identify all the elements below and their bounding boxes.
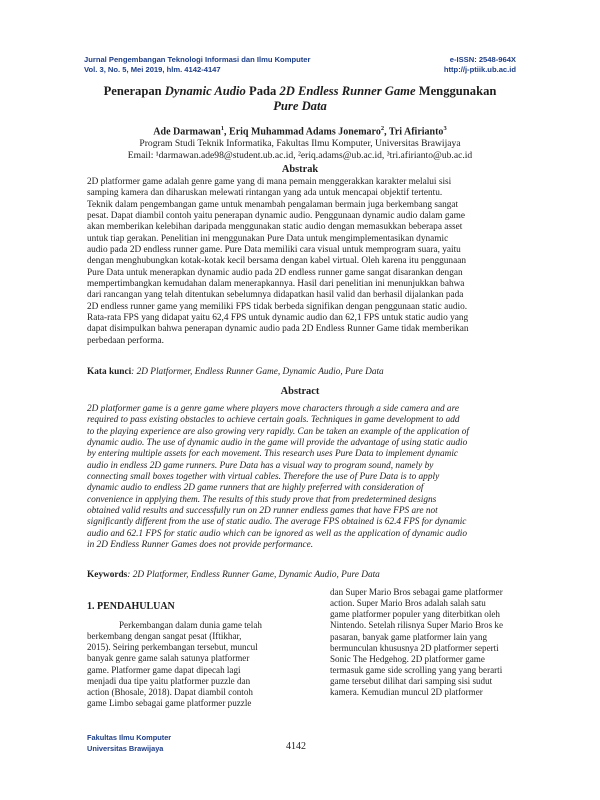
text-line: dan Super Mario Bros sebagai game platformer xyxy=(330,587,503,597)
abstrak-body xyxy=(87,177,524,347)
text-line: dengan menghubungkan kotak-kotak kecil bersama dengan kabel virtual. Oleh karena itu penggunaan xyxy=(87,256,466,267)
journal-volume: Vol. 3, No. 5, Mei 2019, hlm. 4142-4147 xyxy=(84,65,221,74)
journal-url[interactable]: http://j-ptiik.ub.ac.id xyxy=(443,65,516,74)
text-line: untuk tiap gerakan. Penelitian ini menggunakan Pure Data untuk mengimplementasikan dynamic xyxy=(87,233,449,244)
text-line: connecting small boxes together with virtual cables. Therefore the use of Pure Data is to apply xyxy=(87,472,440,483)
text-line: dynamic audio. The use of dynamic audio in the game will provide the advantage of using static audio xyxy=(87,438,468,449)
text-line: banyak genre game salah satunya platformer xyxy=(87,653,250,664)
text-line: 2D endless runner game yang memiliki FPS tidak berbeda signifikan dengan penggunaan static audio. xyxy=(87,301,468,312)
text-line: Perkembangan dalam dunia game telah xyxy=(119,620,262,630)
text-line: by entering multiple assets for each movement. This research uses Pure Data to implement dynamic xyxy=(87,449,459,460)
footer-faculty: Fakultas Ilmu Komputer xyxy=(87,733,172,742)
text-line: berkembang dengan sangat pesat (Iftikhar, xyxy=(87,631,242,642)
text-line: termasuk game side scrolling yang yang berarti xyxy=(330,665,503,676)
text-line: Nintendo. Setelah rilisnya Super Mario Bros ke xyxy=(330,620,504,631)
left-column xyxy=(87,620,302,709)
text-line: Rata-rata FPS yang didapat yaitu 62,4 FPS untuk dynamic audio dan 62,1 FPS untuk static audio yang xyxy=(87,313,469,324)
text-line: audio pada 2D endless runner game. Pure Data memiliki cara visual untuk memprogram suara, yaitu xyxy=(87,245,461,256)
text-line: pasaran, banyak game platformer lain yang xyxy=(330,631,488,642)
text-line: action (Bhosale, 2018). Dapat diambil contoh xyxy=(87,686,253,697)
text-line: 2D platformer game is a genre game where players move characters through a side camera and are xyxy=(87,404,459,414)
text-line: game tersebut dilihat dari samping sisi sudut xyxy=(330,676,493,687)
section-heading: 1. PENDAHULUAN xyxy=(87,601,175,612)
paper-title: Penerapan Dynamic Audio Pada 2D Endless Runner Game Menggunakan Pure Data xyxy=(103,84,497,113)
right-column xyxy=(330,587,545,699)
text-line: dari rancangan yang telah ditentukan sebelumnya didapatkan hasil valid dan berhasil dijalankan pada xyxy=(87,290,464,301)
text-line: obtained valid results and successfully run on 2D runner endless games that have FPS are not xyxy=(87,506,438,517)
text-line: bermunculan khususnya 2D platformer seperti xyxy=(330,642,499,653)
text-line: perbedaan performa. xyxy=(87,335,164,346)
abstrak-heading: Abstrak xyxy=(281,164,319,175)
text-line: action. Super Mario Bros adalah salah satu xyxy=(330,598,486,609)
text-line: audio and 62.1 FPS for static audio which can be ignored as well as the application of dynamic audio xyxy=(87,528,468,539)
text-line: Sonic The Hedgehog. 2D platformer game xyxy=(330,653,485,664)
journal-issn: e-ISSN: 2548-964X xyxy=(449,55,516,64)
text-line: game. Platformer game dapat dipecah lagi xyxy=(87,664,241,675)
kata-kunci: Kata kunci: 2D Platformer, Endless Runner Game, Dynamic Audio, Pure Data xyxy=(87,367,384,377)
page-number: 4142 xyxy=(286,741,306,752)
text-line: 2015). Seiring perkembangan tersebut, muncul xyxy=(87,642,258,653)
text-line: dynamic audio to endless 2D game runners that are highly preferred with consideration of xyxy=(87,483,424,494)
text-line: akan memberikan kelebihan daripada menggunakan static audio dengan memasukkan beberapa asset xyxy=(87,222,463,233)
text-line: Teknik dalam pengembangan game untuk menambah pengalaman bermain juga berkembang sangat xyxy=(87,199,459,210)
text-line: required to pass existing obstacles to achieve certain goals. Techniques in game development to add xyxy=(87,415,460,426)
text-line: Pure Data untuk menerapkan dynamic audio pada 2D endless runner game sangat disarankan dengan xyxy=(87,267,463,278)
abstract-heading: Abstract xyxy=(280,386,320,397)
journal-name: Jurnal Pengembangan Teknologi Informasi dan Ilmu Komputer xyxy=(84,55,311,64)
text-line: menjadi dua tipe yaitu platformer puzzle dan xyxy=(87,675,251,686)
footer-university: Universitas Brawijaya xyxy=(87,744,164,753)
text-line: dapat disimpulkan bahwa penerapan dynamic audio pada 2D Endless Runner Game tidak memberikan xyxy=(87,324,469,335)
text-line: in 2D Endless Runner Games does not provide performance. xyxy=(87,540,314,551)
text-line: 2D platformer game adalah genre game yang di mana pemain menggerakkan karakter melalui sisi xyxy=(87,177,452,187)
text-line: game platformer populer yang diterbitkan oleh xyxy=(330,609,500,620)
text-line: pesat. Dapat diambil contoh yaitu penerapan dynamic audio. Penggunaan dynamic audio dalam game xyxy=(87,211,465,222)
text-line: significantly different from the use of static audio. The average FPS obtained is 62.4 FPS for dynamic xyxy=(87,517,467,528)
text-line: mempertimbangkan kemudahan dalam menerapkannya. Hasil dari penelitian ini menunjukkan bahwa xyxy=(87,279,465,290)
author-emails: Email: ¹darmawan.ade98@student.ub.ac.id, ²eriq.adams@ub.ac.id, ³tri.afirianto@ub.ac.id xyxy=(127,150,473,161)
abstract-body xyxy=(87,404,524,551)
affiliation: Program Studi Teknik Informatika, Fakultas Ilmu Komputer, Universitas Brawijaya xyxy=(139,138,461,149)
text-line: audio in endless 2D game runners. Pure Data has a visual way to program sound, namely by xyxy=(87,460,434,471)
author-list: Ade Darmawan$^1$, Eriq Muhammad Adams Jonemaro$^2$, Tri Afirianto$^3$ xyxy=(153,125,447,138)
text-line: game Limbo sebagai game platformer puzzle xyxy=(87,698,252,709)
text-line: to the playing experience are also growing very rapidly. Can be taken an example of the application of xyxy=(87,426,469,437)
keywords: Keywords: 2D Platformer, Endless Runner Game, Dynamic Audio, Pure Data xyxy=(87,570,380,580)
text-line: convenience in applying them. The results of this study prove that from predetermined designs xyxy=(87,494,437,505)
text-line: samping kamera dan diharuskan melewati rintangan yang ada untuk mencapai objektif tertentu. xyxy=(87,188,443,199)
text-line: kamera. Kemudian muncul 2D platformer xyxy=(330,687,483,698)
